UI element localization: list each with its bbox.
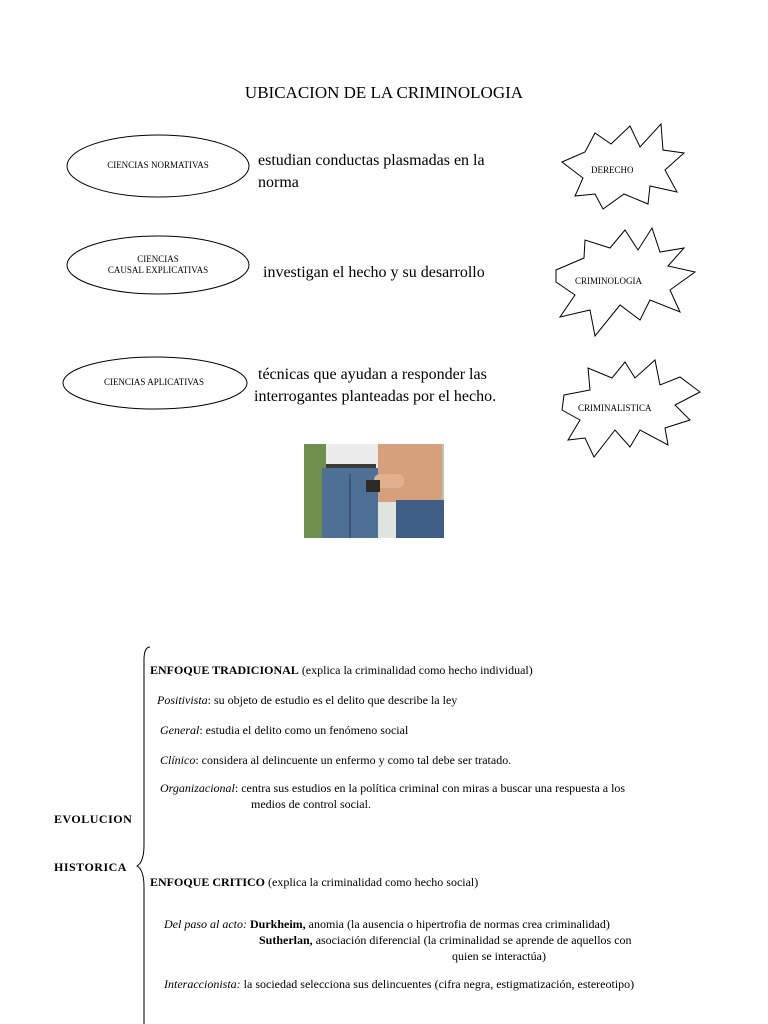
sutherlan-text: asociación diferencial (la criminalidad se aprende de aquellos con xyxy=(312,933,632,947)
critical-heading: ENFOQUE CRITICO xyxy=(150,875,266,889)
traditional-item-positivista xyxy=(157,693,457,708)
critical-heading-row xyxy=(150,875,478,890)
durkheim-text: anomia (la ausencia o hipertrofia de normas crea criminalidad) xyxy=(305,917,610,931)
sutherlan-name: Sutherlan, xyxy=(259,933,313,947)
item-text: la sociedad selecciona sus delincuentes (cifra negra, estigmatización, estereotipo) xyxy=(240,977,635,991)
traditional-note: (explica la criminalidad como hecho individual) xyxy=(298,663,533,677)
oval-label-causal-line1: CIENCIAS xyxy=(137,254,179,264)
durkheim-name: Durkheim, xyxy=(250,917,306,931)
curly-brace xyxy=(137,647,150,1024)
desc-aplicativas-line1: técnicas que ayudan a responder las xyxy=(258,366,487,383)
item-text: : su objeto de estudio es el delito que describe la ley xyxy=(207,693,458,707)
critical-note: (explica la criminalidad como hecho social) xyxy=(265,875,479,889)
evolucion-label: EVOLUCION xyxy=(54,812,133,826)
critical-item-interaccionista xyxy=(164,977,634,992)
star-label-derecho: DERECHO xyxy=(591,165,634,175)
item-text: : centra sus estudios en la política criminal con miras a buscar una respuesta a los xyxy=(234,781,626,795)
desc-aplicativas xyxy=(254,364,554,408)
oval-label-causal xyxy=(90,254,226,276)
item-text: : considera al delincuente un enfermo y como tal debe ser tratado. xyxy=(195,753,512,767)
traditional-heading: ENFOQUE TRADICIONAL xyxy=(150,663,299,677)
traditional-item-organizacional-cont: medios de control social. xyxy=(251,797,371,811)
item-text: : estudia el delito como un fenómeno social xyxy=(199,723,409,737)
item-term: Positivista xyxy=(157,693,208,707)
critical-item-paso xyxy=(164,917,610,932)
pickpocket-photo xyxy=(304,444,444,538)
star-label-criminologia: CRIMINOLOGIA xyxy=(575,276,642,286)
item-term: Interaccionista: xyxy=(164,977,241,991)
traditional-item-clinico xyxy=(160,753,511,768)
item-term: General xyxy=(160,723,200,737)
critical-item-sutherlan xyxy=(259,933,632,948)
oval-label-causal-line2: CAUSAL EXPLICATIVAS xyxy=(107,265,209,275)
traditional-heading-row xyxy=(150,663,533,678)
item-term: Del paso al acto: xyxy=(164,917,247,931)
star-label-criminalistica: CRIMINALISTICA xyxy=(578,403,652,413)
critical-item-sutherlan-cont: quien se interactúa) xyxy=(452,949,546,963)
item-term: Organizacional xyxy=(160,781,235,795)
item-term: Clínico xyxy=(160,753,196,767)
traditional-item-general xyxy=(160,723,408,738)
oval-label-aplicativas: CIENCIAS APLICATIVAS xyxy=(103,377,205,387)
traditional-item-organizacional xyxy=(160,781,625,796)
desc-causal: investigan el hecho y su desarrollo xyxy=(263,264,485,281)
historica-label: HISTORICA xyxy=(54,860,127,874)
desc-normativas: estudian conductas plasmadas en la norma xyxy=(258,152,485,191)
desc-aplicativas-line2: interrogantes planteadas por el hecho. xyxy=(254,388,497,405)
page-title: UBICACION DE LA CRIMINOLOGIA xyxy=(244,83,524,102)
oval-label-normativas: CIENCIAS NORMATIVAS xyxy=(107,160,209,170)
